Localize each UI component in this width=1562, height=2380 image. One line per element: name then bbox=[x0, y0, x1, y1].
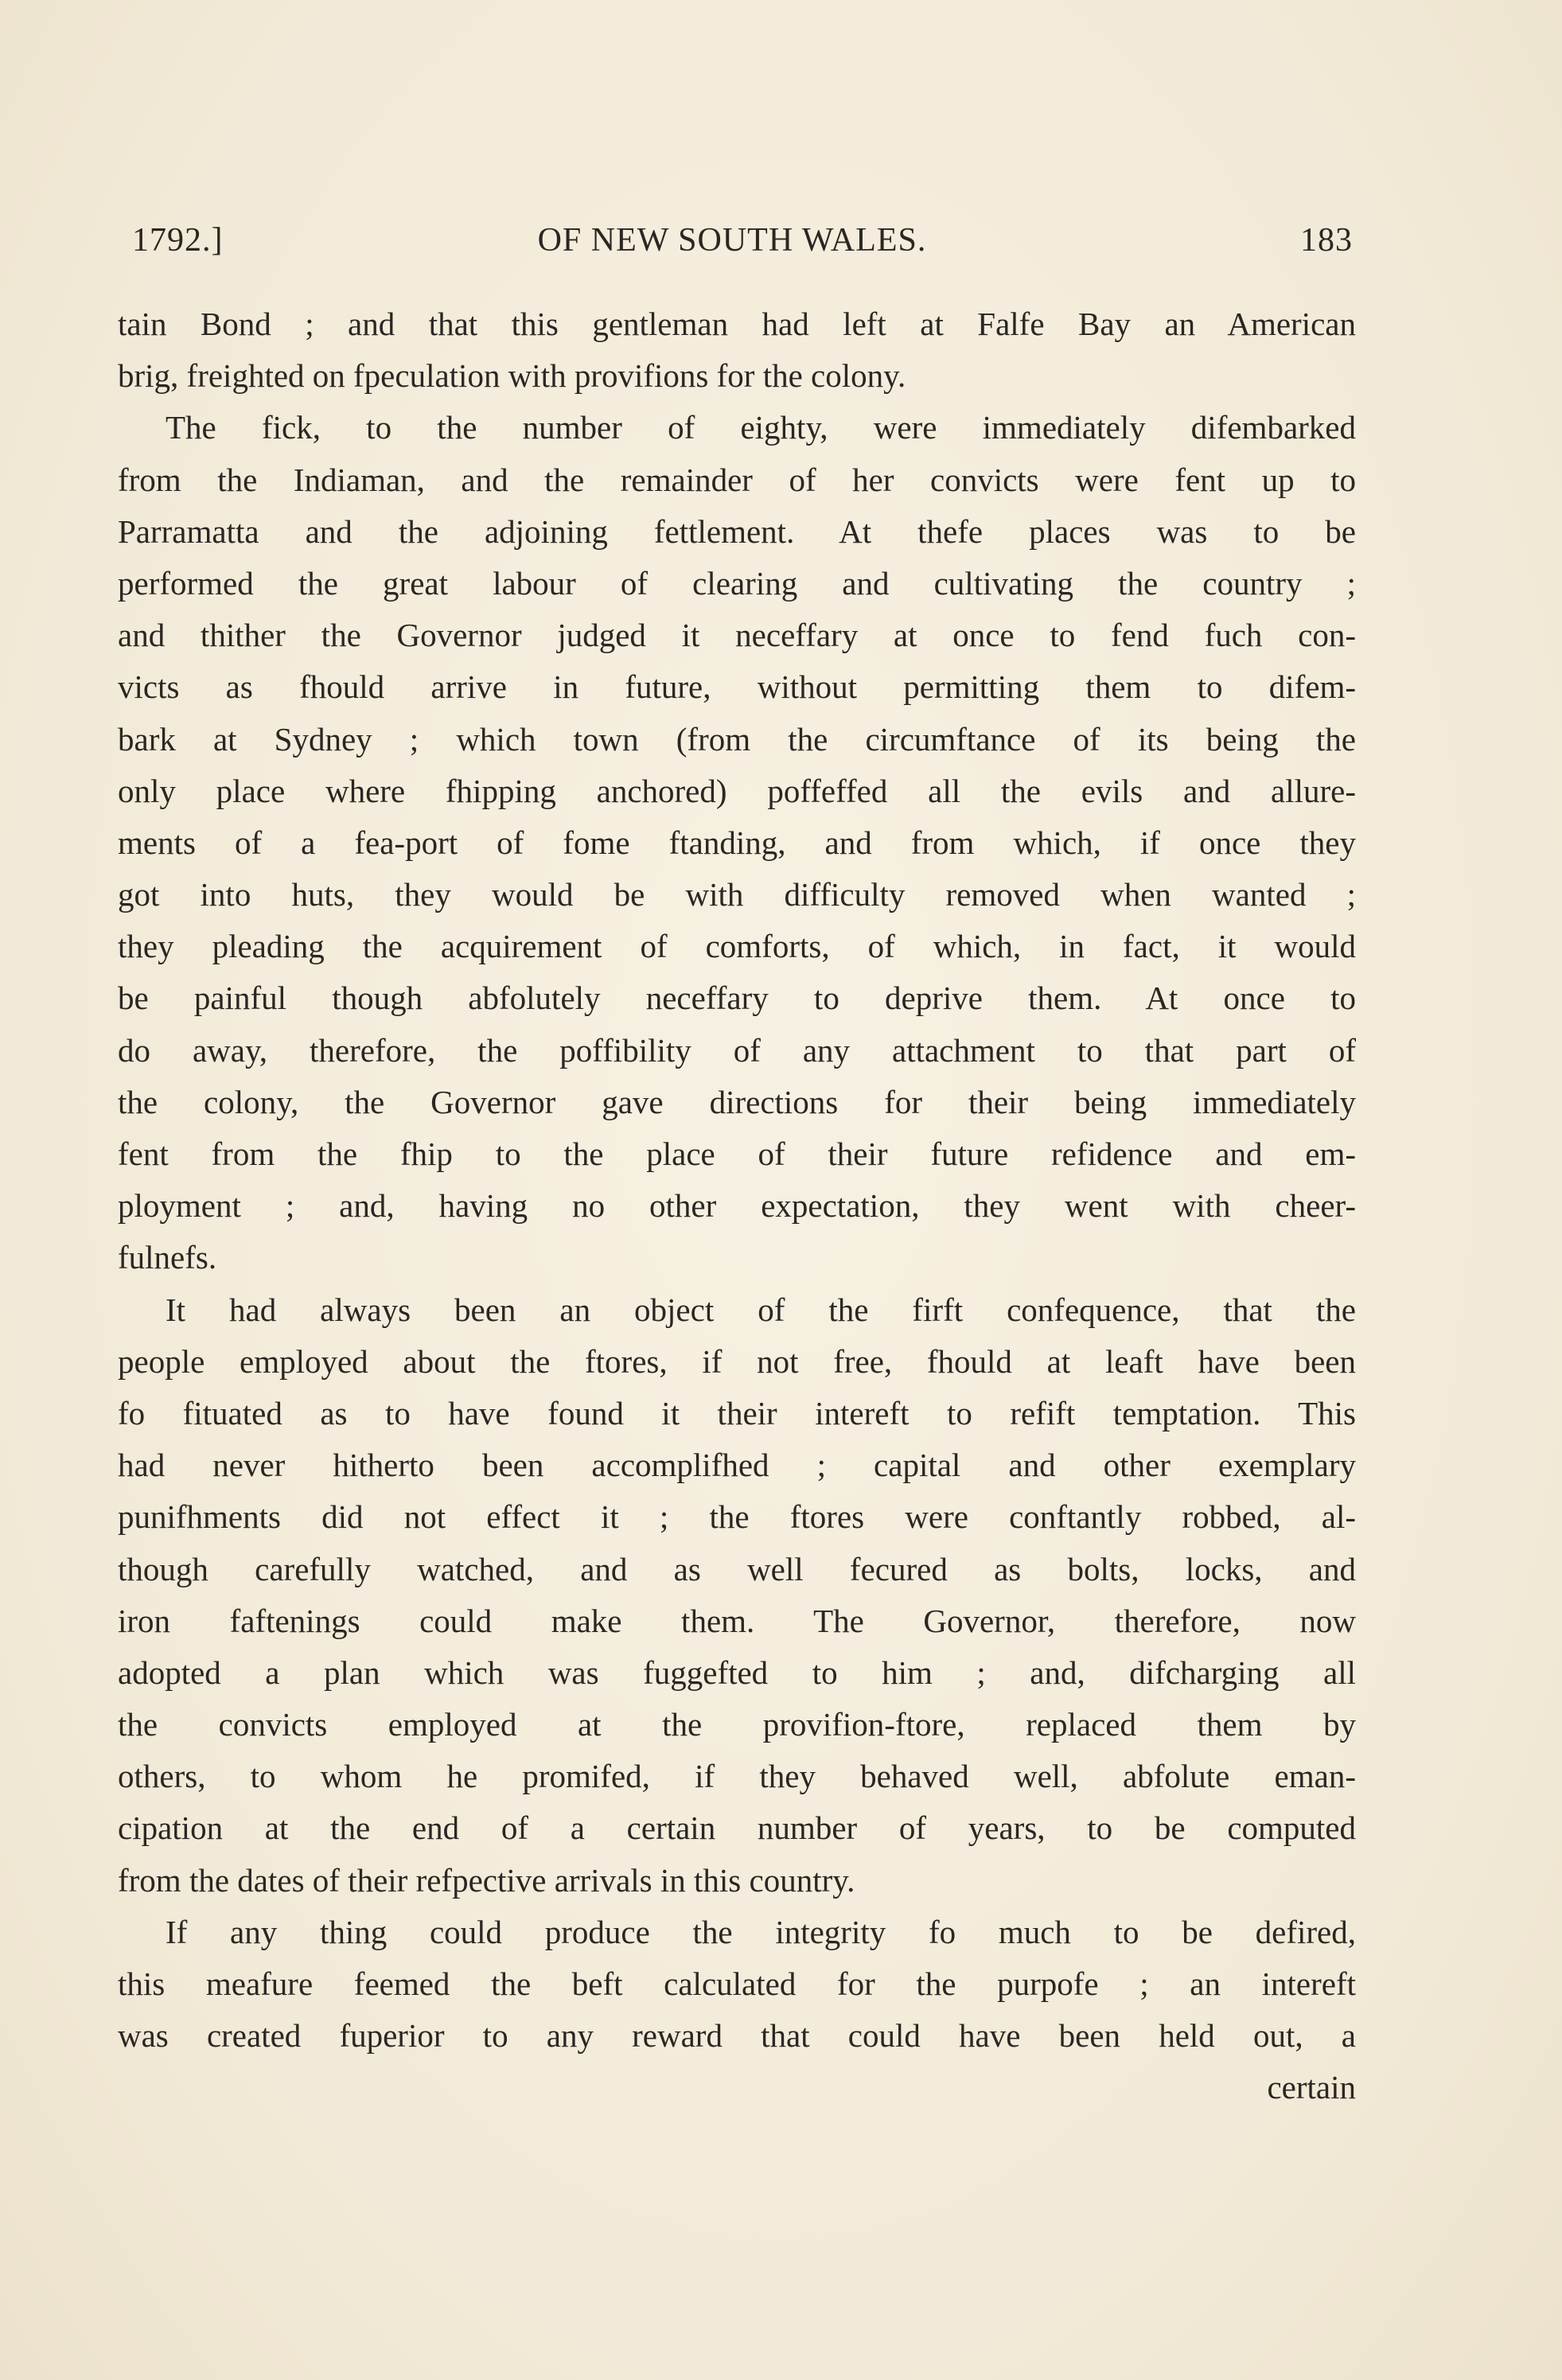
text-line: others, to whom he promifed, if they behaved well, abfolute eman- bbox=[118, 1758, 1356, 1795]
header-title: OF NEW SOUTH WALES. bbox=[537, 222, 927, 259]
text-line: people employed about the ftores, if not free, fhould at leaft have been bbox=[118, 1342, 1356, 1380]
header-year: 1792.] bbox=[132, 222, 224, 259]
text-line: If any thing could produce the integrity fo much to be defired, bbox=[166, 1913, 1356, 1950]
text-line: It had always been an object of the firft confequence, that the bbox=[166, 1291, 1356, 1328]
text-line: and thither the Governor judged it neceffary at once to fend fuch con- bbox=[118, 617, 1356, 654]
text-line: victs as fhould arrive in future, without permitting them to difem- bbox=[118, 668, 1356, 706]
text-line: fo fituated as to have found it their intereft to refift temptation. This bbox=[118, 1394, 1356, 1432]
text-line: ployment ; and, having no other expectation, they went with cheer- bbox=[118, 1187, 1356, 1225]
text-line: punifhments did not effect it ; the ftores were conftantly robbed, al- bbox=[118, 1498, 1356, 1536]
text-line: ments of a fea-port of fome ftanding, and from which, if once they bbox=[118, 824, 1356, 861]
text-line: had never hitherto been accomplifhed ; capital and other exemplary bbox=[118, 1447, 1356, 1484]
catchword: certain bbox=[1267, 2069, 1356, 2106]
text-line: from the dates of their refpective arrivals in this country. bbox=[118, 1861, 855, 1899]
text-line: got into huts, they would be with difficulty removed when wanted ; bbox=[118, 876, 1356, 913]
text-line: they pleading the acquirement of comforts, of which, in fact, it would bbox=[118, 928, 1356, 965]
text-line: adopted a plan which was fuggefted to him ; and, difcharging all bbox=[118, 1654, 1356, 1691]
page-number: 183 bbox=[1300, 222, 1353, 259]
text-line: fent from the fhip to the place of their future refidence and em- bbox=[118, 1135, 1356, 1172]
text-line: The fick, to the number of eighty, were immediately difembarked bbox=[166, 409, 1356, 446]
text-line: iron faftenings could make them. The Governor, therefore, now bbox=[118, 1602, 1356, 1639]
text-line: from the Indiaman, and the remainder of her convicts were fent up to bbox=[118, 461, 1356, 498]
text-line: brig, freighted on fpeculation with provifions for the colony. bbox=[118, 357, 906, 395]
body-text bbox=[118, 298, 1356, 2114]
text-line: be painful though abfolutely neceffary to deprive them. At once to bbox=[118, 980, 1356, 1017]
text-line: performed the great labour of clearing and cultivating the country ; bbox=[118, 564, 1356, 602]
running-header bbox=[111, 221, 1353, 269]
text-line: only place where fhipping anchored) poffeffed all the evils and allure- bbox=[118, 772, 1356, 809]
text-line: tain Bond ; and that this gentleman had left at Falfe Bay an American bbox=[118, 306, 1356, 342]
text-line: the convicts employed at the provifion-ftore, replaced them by bbox=[118, 1706, 1356, 1743]
text-line: do away, therefore, the poffibility of any attachment to that part of bbox=[118, 1031, 1356, 1069]
text-line: bark at Sydney ; which town (from the circumftance of its being the bbox=[118, 720, 1356, 758]
text-line: the colony, the Governor gave directions for their being immediately bbox=[118, 1083, 1356, 1120]
text-line: cipation at the end of a certain number of years, to be computed bbox=[118, 1809, 1356, 1847]
text-line: fulnefs. bbox=[118, 1239, 217, 1276]
text-line: this meafure feemed the beft calculated for the purpofe ; an intereft bbox=[118, 1965, 1356, 2002]
text-line: Parramatta and the adjoining fettlement. At thefe places was to be bbox=[118, 512, 1356, 550]
text-line: was created fuperior to any reward that could have been held out, a bbox=[118, 2017, 1356, 2055]
text-line: though carefully watched, and as well fecured as bolts, locks, and bbox=[118, 1550, 1356, 1587]
